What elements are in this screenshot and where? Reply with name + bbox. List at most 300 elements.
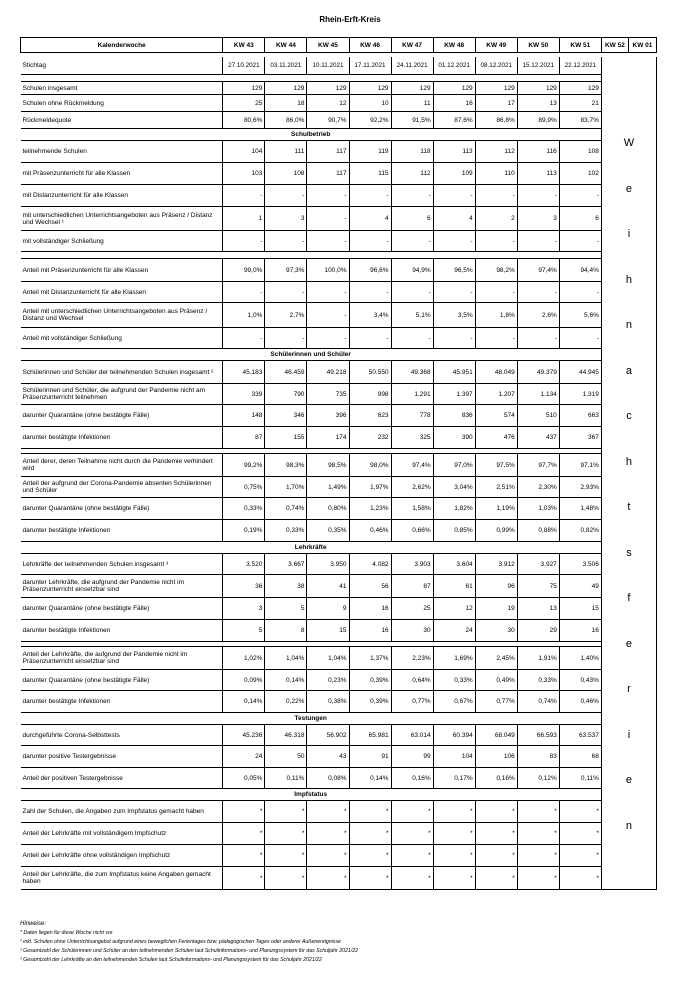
table-cell: 12 — [433, 598, 475, 620]
table-row — [21, 231, 657, 252]
table-cell: - — [559, 282, 601, 303]
table-cell: 2,51% — [475, 477, 517, 498]
table-cell: 0,16% — [475, 768, 517, 789]
stichtag-date: 27.10.2021 — [223, 57, 265, 75]
table-cell: 15 — [559, 598, 601, 620]
table-row — [21, 520, 657, 542]
table-cell: 83 — [517, 746, 559, 768]
table-cell: 0,99% — [475, 520, 517, 542]
table-cell: 574 — [475, 405, 517, 427]
table-cell: 623 — [349, 405, 391, 427]
table-cell: 2,45% — [475, 647, 517, 670]
stichtag-date: 03.11.2021 — [265, 57, 307, 75]
row-label: Anteil mit Präsenzunterricht für alle Klassen — [21, 259, 223, 282]
table-cell: * — [559, 823, 601, 845]
table-cell: - — [265, 328, 307, 349]
table-cell: 50.550 — [349, 361, 391, 384]
table-cell: 86,8% — [475, 112, 517, 129]
table-cell: 21 — [559, 95, 601, 112]
table-cell: * — [433, 801, 475, 823]
table-row — [21, 328, 657, 349]
table-cell: 476 — [475, 427, 517, 449]
table-cell: 98,0% — [349, 454, 391, 477]
table-cell: 98,2% — [475, 259, 517, 282]
table-cell: 45.183 — [223, 361, 265, 384]
table-cell: 1,97% — [349, 477, 391, 498]
header-row — [21, 38, 657, 53]
row-label: Lehrkräfte der teilnehmenden Schulen insgesamt ³ — [21, 554, 223, 575]
table-cell: 98,5% — [307, 454, 349, 477]
table-cell: 0,66% — [391, 520, 433, 542]
table-row — [21, 361, 657, 384]
table-cell: 129 — [391, 82, 433, 95]
table-cell: * — [265, 801, 307, 823]
table-cell: 129 — [223, 82, 265, 95]
table-cell: 1.291 — [391, 384, 433, 405]
row-label: Schülerinnen und Schüler, die aufgrund der Pandemie nicht am Präsenzunterricht teilnehmen — [21, 384, 223, 405]
table-cell: 0,67% — [433, 691, 475, 713]
table-cell: 3 — [265, 207, 307, 231]
table-cell: 16 — [433, 95, 475, 112]
table-cell: - — [349, 328, 391, 349]
table-cell: 87 — [223, 427, 265, 449]
row-label: darunter Quarantäne (ohne bestätigte Fälle) — [21, 405, 223, 427]
table-cell: 94,9% — [391, 259, 433, 282]
row-label: darunter bestätigte Infektionen — [21, 691, 223, 713]
table-cell: 0,11% — [265, 768, 307, 789]
table-cell: 5 — [265, 598, 307, 620]
table-cell: - — [265, 282, 307, 303]
stichtag-date: 08.12.2021 — [475, 57, 517, 75]
table-cell: 1.207 — [475, 384, 517, 405]
table-cell: 112 — [475, 141, 517, 163]
table-cell: 3,5% — [433, 303, 475, 328]
table-cell: 0,74% — [265, 498, 307, 520]
table-cell: 1,40% — [559, 647, 601, 670]
table-cell: 1,02% — [223, 647, 265, 670]
table-cell: 3.950 — [307, 554, 349, 575]
table-cell: 0,74% — [517, 691, 559, 713]
table-row — [21, 823, 657, 845]
table-cell: 97,3% — [265, 259, 307, 282]
table-cell: 89,9% — [517, 112, 559, 129]
table-cell: 100,0% — [307, 259, 349, 282]
table-cell: 83,7% — [559, 112, 601, 129]
table-cell: 1,04% — [265, 647, 307, 670]
table-cell: 1,04% — [307, 647, 349, 670]
table-cell: - — [307, 303, 349, 328]
table-cell: 108 — [265, 163, 307, 185]
table-cell: 24 — [433, 620, 475, 642]
table-cell: 5 — [223, 620, 265, 642]
table-cell: 3 — [517, 207, 559, 231]
table-cell: 3.903 — [391, 554, 433, 575]
header-week: KW 51 — [559, 38, 601, 53]
notes — [20, 920, 358, 965]
table-cell: 0,33% — [433, 670, 475, 691]
table-row — [21, 620, 657, 642]
holiday-letter: e — [625, 637, 632, 650]
table-row — [21, 454, 657, 477]
note-item: * Daten liegen für diese Woche nicht vor — [20, 930, 113, 936]
holiday-letter: e — [625, 182, 632, 195]
table-cell: 97,4% — [391, 454, 433, 477]
table-cell: 90,7% — [307, 112, 349, 129]
table-cell: - — [223, 231, 265, 252]
table-cell: 30 — [475, 620, 517, 642]
table-cell: - — [475, 328, 517, 349]
table-cell: 3.912 — [475, 554, 517, 575]
header-week: KW 47 — [391, 38, 433, 53]
table-cell: 96 — [475, 575, 517, 598]
table-cell: - — [433, 185, 475, 207]
holiday-vertical-note — [601, 57, 656, 890]
table-cell: 68 — [559, 746, 601, 768]
header-week: KW 45 — [307, 38, 349, 53]
row-label: darunter Quarantäne (ohne bestätigte Fälle) — [21, 598, 223, 620]
table-cell: - — [349, 185, 391, 207]
table-cell: 19 — [475, 598, 517, 620]
table-cell: 129 — [349, 82, 391, 95]
table-row — [21, 845, 657, 867]
table-cell: 99,0% — [223, 259, 265, 282]
table-cell: 117 — [307, 163, 349, 185]
table-cell: 43 — [307, 746, 349, 768]
table-cell: 3.927 — [517, 554, 559, 575]
table-row — [21, 691, 657, 713]
table-cell: - — [223, 328, 265, 349]
table-cell: 155 — [265, 427, 307, 449]
header-week: KW 43 — [223, 38, 265, 53]
stichtag-date: 01.12.2021 — [433, 57, 475, 75]
table-cell: 87,6% — [433, 112, 475, 129]
table-cell: 63.014 — [391, 725, 433, 746]
table-cell: 129 — [475, 82, 517, 95]
table-cell: 346 — [265, 405, 307, 427]
table-cell: * — [307, 845, 349, 867]
row-label: Anteil der positiven Testergebnisse — [21, 768, 223, 789]
section-row — [21, 713, 657, 725]
table-cell: 97,1% — [559, 454, 601, 477]
row-label: Schulen insgesamt — [21, 82, 223, 95]
table-cell: 11 — [391, 95, 433, 112]
table-cell: 16 — [349, 620, 391, 642]
table-cell: 9 — [307, 598, 349, 620]
table-cell: * — [433, 845, 475, 867]
row-label: Schulen ohne Rückmeldung — [21, 95, 223, 112]
table-cell: 0,16% — [391, 768, 433, 789]
table-cell: 110 — [475, 163, 517, 185]
table-cell: 29 — [517, 620, 559, 642]
table-cell: 91,5% — [391, 112, 433, 129]
table-row — [21, 746, 657, 768]
page-title: Rhein-Erft-Kreis — [319, 15, 381, 24]
table-cell: 60.394 — [433, 725, 475, 746]
table-cell: 113 — [517, 163, 559, 185]
table-cell: - — [475, 185, 517, 207]
table-cell: 99 — [391, 746, 433, 768]
table-cell: 3,04% — [433, 477, 475, 498]
table-cell: * — [349, 823, 391, 845]
table-cell: - — [433, 328, 475, 349]
table-row — [21, 82, 657, 95]
table-cell: 50 — [265, 746, 307, 768]
table-cell: * — [475, 823, 517, 845]
table-cell: - — [391, 282, 433, 303]
table-cell: 0,46% — [559, 691, 601, 713]
table-cell: - — [559, 231, 601, 252]
header-week: KW 01 — [628, 38, 656, 53]
table-cell: 0,64% — [391, 670, 433, 691]
table-cell: 3,4% — [349, 303, 391, 328]
table-cell: * — [223, 845, 265, 867]
table-cell: 106 — [475, 746, 517, 768]
table-cell: 87 — [391, 575, 433, 598]
table-cell: - — [517, 231, 559, 252]
table-cell: 0,14% — [349, 768, 391, 789]
header-kalenderwoche: Kalenderwoche — [21, 38, 223, 53]
row-label: Anteil der Lehrkräfte, die aufgrund der Pandemie nicht im Präsenzunterricht einsetzbar sind — [21, 647, 223, 670]
row-label: Rückmeldequote — [21, 112, 223, 129]
holiday-letter: e — [625, 774, 632, 786]
table-row — [21, 405, 657, 427]
holiday-letter: h — [625, 273, 632, 286]
table-cell: 1,03% — [517, 498, 559, 520]
table-cell: - — [265, 185, 307, 207]
table-cell: - — [517, 185, 559, 207]
note-item: ¹ inkl. Schulen ohne Unterrichtsangebot aufgrund eines beweglichen Ferientages bzw. pädagogischen Tages oder anderer Außenereignisse — [20, 939, 341, 945]
section-schulbetrieb: Schulbetrieb — [21, 129, 602, 141]
table-cell: 367 — [559, 427, 601, 449]
table-cell: 1,49% — [307, 477, 349, 498]
row-label: mit vollständiger Schließung — [21, 231, 223, 252]
holiday-letter: f — [627, 592, 631, 604]
table-cell: 16 — [559, 620, 601, 642]
table-cell: 3.604 — [433, 554, 475, 575]
table-cell: * — [433, 823, 475, 845]
holiday-letter: n — [625, 819, 632, 832]
table-cell: * — [307, 801, 349, 823]
table-cell: - — [391, 231, 433, 252]
table-row — [21, 303, 657, 328]
table-cell: - — [433, 282, 475, 303]
table-cell: 0,35% — [307, 520, 349, 542]
stichtag-date: 24.11.2021 — [391, 57, 433, 75]
row-label: Anteil der aufgrund der Corona-Pandemie absenten Schülerinnen und Schüler — [21, 477, 223, 498]
table-cell: 836 — [433, 405, 475, 427]
table-cell: - — [307, 207, 349, 231]
row-label: darunter positive Testergebnisse — [21, 746, 223, 768]
table-cell: 45.951 — [433, 361, 475, 384]
table-cell: * — [349, 845, 391, 867]
table-cell: - — [517, 328, 559, 349]
row-label: mit Präsenzunterricht für alle Klassen — [21, 163, 223, 185]
table-cell: 0,09% — [223, 670, 265, 691]
table-cell: - — [223, 282, 265, 303]
table-cell: 1,19% — [475, 498, 517, 520]
data-table — [20, 37, 657, 890]
holiday-letter: W — [623, 137, 635, 149]
table-cell: 1,0% — [223, 303, 265, 328]
table-cell: 778 — [391, 405, 433, 427]
table-cell: 0,38% — [307, 691, 349, 713]
table-cell: 117 — [307, 141, 349, 163]
table-cell: - — [307, 282, 349, 303]
header-week: KW 48 — [433, 38, 475, 53]
table-cell: 1,8% — [475, 303, 517, 328]
row-label: Anteil mit vollständiger Schließung — [21, 328, 223, 349]
table-cell: 91 — [349, 746, 391, 768]
table-cell: - — [391, 185, 433, 207]
table-cell: 4 — [349, 207, 391, 231]
table-cell: 1,70% — [265, 477, 307, 498]
row-label: Schülerinnen und Schüler der teilnehmenden Schulen insgesamt ² — [21, 361, 223, 384]
row-label: Anteil der Lehrkräfte mit vollständigem Impfschutz — [21, 823, 223, 845]
table-cell: 0,77% — [391, 691, 433, 713]
table-cell: 437 — [517, 427, 559, 449]
table-cell: 108 — [559, 141, 601, 163]
table-row — [21, 801, 657, 823]
table-cell: 1,23% — [349, 498, 391, 520]
table-cell: 0,17% — [433, 768, 475, 789]
table-cell: 6 — [559, 207, 601, 231]
table-cell: 0,39% — [349, 670, 391, 691]
table-cell: 94,4% — [559, 259, 601, 282]
table-cell: * — [475, 845, 517, 867]
table-cell: 104 — [223, 141, 265, 163]
table-cell: 56 — [349, 575, 391, 598]
table-cell: * — [475, 867, 517, 890]
table-cell: 129 — [307, 82, 349, 95]
table-cell: 0,14% — [265, 670, 307, 691]
table-cell: 0,49% — [475, 670, 517, 691]
table-cell: 99,2% — [223, 454, 265, 477]
section-row — [21, 542, 657, 554]
table-cell: 2,62% — [391, 477, 433, 498]
row-label: darunter Quarantäne (ohne bestätigte Fälle) — [21, 498, 223, 520]
table-cell: 61 — [433, 575, 475, 598]
table-cell: 96,6% — [349, 259, 391, 282]
header-week: KW 49 — [475, 38, 517, 53]
holiday-letter: c — [626, 410, 632, 422]
table-row — [21, 554, 657, 575]
table-cell: 735 — [307, 384, 349, 405]
table-cell: 109 — [433, 163, 475, 185]
table-cell: 65.981 — [349, 725, 391, 746]
table-cell: 129 — [265, 82, 307, 95]
table-cell: 232 — [349, 427, 391, 449]
row-label: darunter Quarantäne (ohne bestätigte Fälle) — [21, 670, 223, 691]
table-cell: 113 — [433, 141, 475, 163]
table-cell: * — [559, 845, 601, 867]
table-cell: 0,23% — [307, 670, 349, 691]
table-cell: 0,85% — [433, 520, 475, 542]
table-cell: 6 — [391, 207, 433, 231]
table-cell: 390 — [433, 427, 475, 449]
table-cell: 0,11% — [559, 768, 601, 789]
table-cell: - — [391, 328, 433, 349]
row-label: Anteil mit unterschiedlichen Unterrichtsangeboten aus Präsenz / Distanz und Wechsel — [21, 303, 223, 328]
table-cell: 790 — [265, 384, 307, 405]
table-cell: 18 — [265, 95, 307, 112]
table-cell: - — [433, 231, 475, 252]
table-cell: 17 — [475, 95, 517, 112]
table-cell: 1,82% — [433, 498, 475, 520]
table-cell: 97,0% — [433, 454, 475, 477]
table-cell: 49.368 — [391, 361, 433, 384]
table-cell: * — [433, 867, 475, 890]
table-cell: * — [391, 867, 433, 890]
table-cell: 663 — [559, 405, 601, 427]
row-label: darunter bestätigte Infektionen — [21, 620, 223, 642]
table-cell: 3 — [223, 598, 265, 620]
table-cell: * — [391, 845, 433, 867]
table-cell: - — [517, 282, 559, 303]
table-cell: 1,37% — [349, 647, 391, 670]
holiday-letter: r — [627, 683, 631, 695]
table-row — [21, 575, 657, 598]
table-cell: 15 — [307, 620, 349, 642]
table-cell: 0,19% — [223, 520, 265, 542]
stichtag-date: 15.12.2021 — [517, 57, 559, 75]
row-label: teilnehmende Schulen — [21, 141, 223, 163]
table-row — [21, 282, 657, 303]
table-cell: * — [391, 823, 433, 845]
table-cell: 46.459 — [265, 361, 307, 384]
table-cell: - — [223, 185, 265, 207]
table-cell: * — [517, 845, 559, 867]
table-cell: 25 — [223, 95, 265, 112]
table-row — [21, 163, 657, 185]
table-row — [21, 477, 657, 498]
table-cell: 30 — [391, 620, 433, 642]
table-cell: 46.318 — [265, 725, 307, 746]
section-lehrkraefte: Lehrkräfte — [21, 542, 602, 554]
section-row — [21, 789, 657, 801]
table-row — [21, 670, 657, 691]
table-cell: 5,6% — [559, 303, 601, 328]
table-cell: 49.379 — [517, 361, 559, 384]
row-label: Anteil der Lehrkräfte, die zum Impfstatus keine Angaben gemacht haben — [21, 867, 223, 890]
table-cell: 0,05% — [223, 768, 265, 789]
table-cell: 63.537 — [559, 725, 601, 746]
holiday-letter: h — [625, 455, 632, 468]
table-cell: 102 — [559, 163, 601, 185]
holiday-letter: a — [625, 364, 632, 377]
table-cell: 0,88% — [517, 520, 559, 542]
row-label: durchgeführte Corona-Selbsttests — [21, 725, 223, 746]
table-cell: 25 — [391, 598, 433, 620]
table-cell: 0,75% — [223, 477, 265, 498]
table-cell: * — [517, 867, 559, 890]
table-cell: * — [349, 801, 391, 823]
stichtag-date: 22.12.2021 — [559, 57, 601, 75]
row-label: mit Distanzunterricht für alle Klassen — [21, 185, 223, 207]
row-label: Zahl der Schulen, die Angaben zum Impfstatus gemacht haben — [21, 801, 223, 823]
table-cell: 97,4% — [517, 259, 559, 282]
row-label: Anteil derer, deren Teilnahme nicht durch die Pandemie verhindert wird — [21, 454, 223, 477]
table-row — [21, 141, 657, 163]
table-cell: * — [223, 823, 265, 845]
note-item: ³ Gesamtzahl der Lehrkräfte an den teilnehmenden Schulen laut Schulinformations- und Planungssystem für das Schuljahr 2021/22 — [20, 957, 322, 963]
table-cell: 0,33% — [517, 670, 559, 691]
table-cell: 0,12% — [517, 768, 559, 789]
table-row — [21, 867, 657, 890]
table-cell: 0,80% — [307, 498, 349, 520]
table-cell: 0,14% — [223, 691, 265, 713]
table-cell: 49.218 — [307, 361, 349, 384]
header-week: KW 50 — [517, 38, 559, 53]
